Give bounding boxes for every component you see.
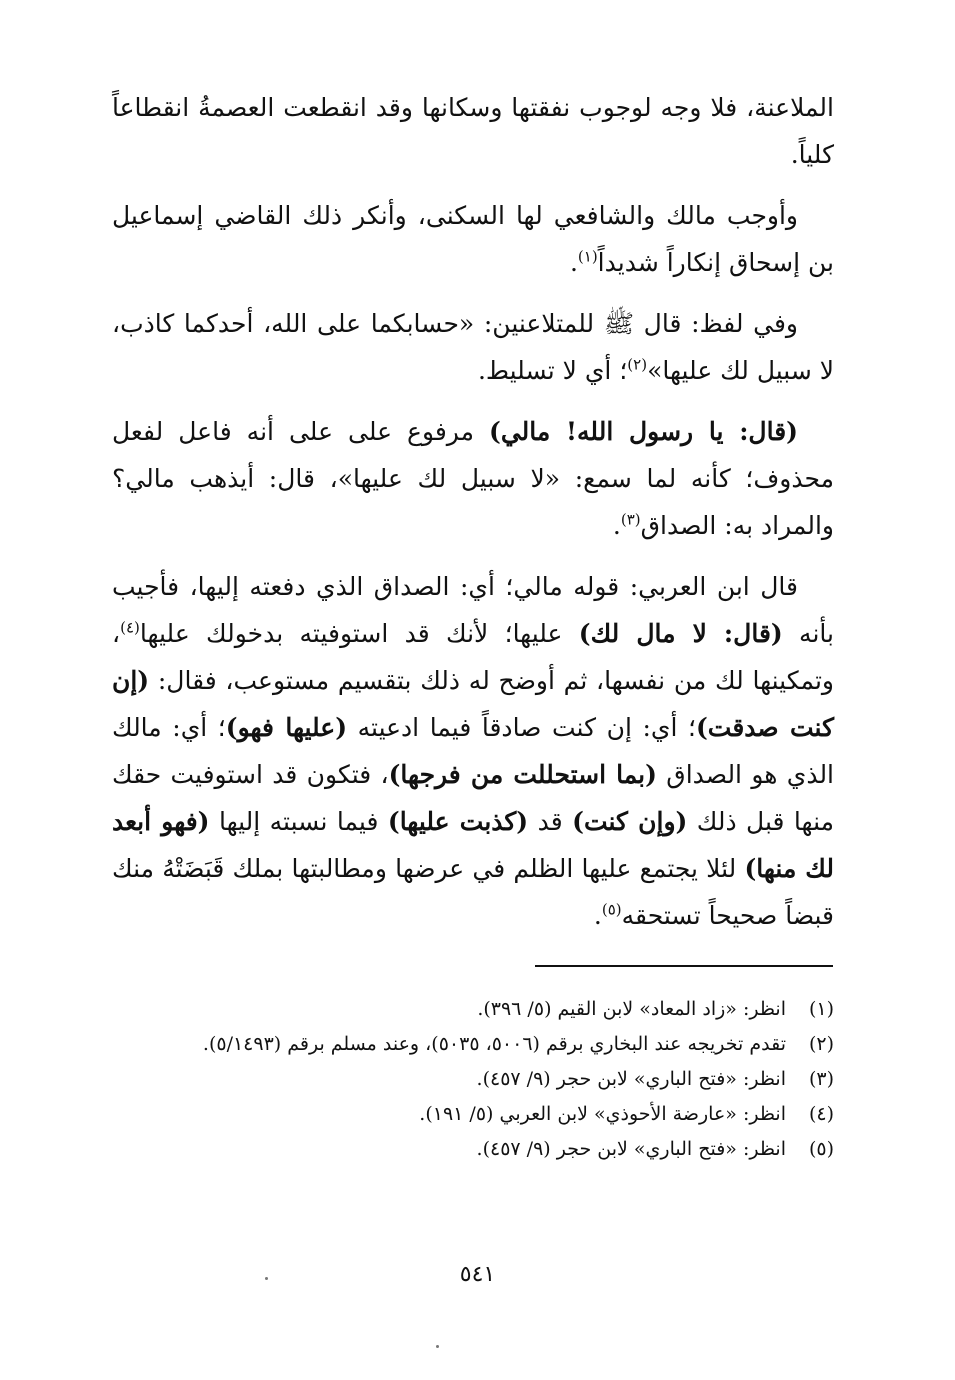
footnote-text: انظر: «عارضة الأحوذي» لابن العربي (٥/ ١٩١).	[419, 1103, 786, 1125]
footnote-number: (٣)	[808, 1068, 834, 1090]
text-run: قد	[528, 807, 573, 836]
paragraph-1	[112, 84, 834, 178]
text-run: .	[612, 511, 621, 540]
footnote-marker: (٢)	[627, 355, 648, 374]
bold-phrase: (فهو أبعد لك منها)	[112, 807, 834, 883]
text-run: الملاعنة، فلا وجه لوجوب نفقتها وسكانها وقد انقطعت العصمةُ انقطاعاً كلياً.	[112, 93, 834, 169]
paragraph-3	[112, 300, 834, 394]
footnote-marker: (٣)	[620, 510, 641, 529]
footnote	[112, 1062, 834, 1097]
text-run: مرفوع على على أنه فاعل لفعل محذوف؛ كأنه لما سمع: «لا سبيل لك عليها»، قال: أيذهب مالي؟ والمراد به: الصداق	[112, 417, 834, 540]
text-run: وفي لفظ: قال ﷺ للمتلاعنين: «حسابكما على الله، أحدكما كاذب، لا سبيل لك عليها»	[112, 309, 834, 385]
scan-speck	[436, 1345, 439, 1348]
paragraph-5	[112, 563, 834, 939]
paragraph-4	[112, 408, 834, 549]
footnote-number: (٤)	[808, 1103, 834, 1125]
footnote-marker: (٤)	[120, 618, 140, 637]
bold-phrase: (كذبت عليها)	[387, 807, 529, 836]
text-run: ؛ أي: مالك الذي هو الصداق	[112, 713, 835, 789]
paragraph-2	[112, 192, 834, 286]
footnote	[112, 1132, 834, 1167]
bold-phrase: (قال: لا مال لك)	[578, 619, 783, 648]
text-run: ؛ أي: إن كنت صادقاً فيما ادعيته	[347, 713, 696, 742]
text-run: قال ابن العربي: قوله مالي؛ أي: الصداق الذي دفعته إليها، فأجيب بأنه	[112, 572, 834, 648]
footnote-separator	[535, 965, 833, 967]
footnote	[112, 992, 834, 1027]
main-text	[112, 84, 834, 953]
footnote-text: تقدم تخريجه عند البخاري برقم (٥٠٠٦، ٥٠٣٥)، وعند مسلم برقم (٥/١٤٩٣).	[202, 1033, 786, 1055]
footnote-number: (٢)	[808, 1033, 834, 1055]
text-run: فيما نسبته إليها	[209, 807, 388, 836]
footnote-marker: (١)	[577, 247, 598, 266]
footnote	[112, 1097, 834, 1132]
footnote-number: (١)	[808, 998, 834, 1020]
footnote-text: انظر: «زاد المعاد» لابن القيم (٥/ ٣٩٦).	[477, 998, 786, 1020]
bold-phrase: (إن كنت صدقت)	[112, 666, 834, 742]
text-run: وأوجب مالك والشافعي لها السكنى، وأنكر ذلك القاضي إسماعيل بن إسحاق إنكاراً شديداً	[112, 201, 834, 277]
text-run: .	[593, 901, 602, 930]
bold-phrase: (بما استحللت من فرجها)	[388, 760, 657, 789]
bold-phrase: (وإن كنت)	[572, 807, 688, 836]
footnote-text: انظر: «فتح الباري» لابن حجر (٩/ ٤٥٧).	[476, 1138, 786, 1160]
footnote-number: (٥)	[808, 1138, 834, 1160]
text-run: عليها؛ لأنك قد استوفيته بدخولك عليها	[139, 619, 579, 648]
text-run: ؛ أي لا تسليط.	[477, 356, 628, 385]
page-number: ٥٤١	[459, 1262, 496, 1287]
footnote-text: انظر: «فتح الباري» لابن حجر (٩/ ٤٥٧).	[476, 1068, 786, 1090]
text-run: لئلا يجتمع عليها الظلم في عرضها ومطالبتها بملك قَبَضَتْهُ منك قبضاً صحيحاً تستحقه	[112, 854, 834, 930]
scan-speck	[265, 1277, 268, 1280]
footnotes	[112, 992, 834, 1167]
bold-phrase: (قال: يا رسول الله! مالي)	[489, 417, 798, 446]
text-run: ، فتكون قد استوفيت حقك منها قبل ذلك	[112, 760, 834, 836]
text-run: .	[569, 248, 578, 277]
bold-phrase: (عليها فهو)	[225, 713, 348, 742]
text-run: ، وتمكينها لك من نفسها، ثم أوضح له ذلك بتقسيم مستوعب، فقال:	[112, 619, 834, 695]
footnote	[112, 1027, 834, 1062]
footnote-marker: (٥)	[601, 900, 622, 919]
